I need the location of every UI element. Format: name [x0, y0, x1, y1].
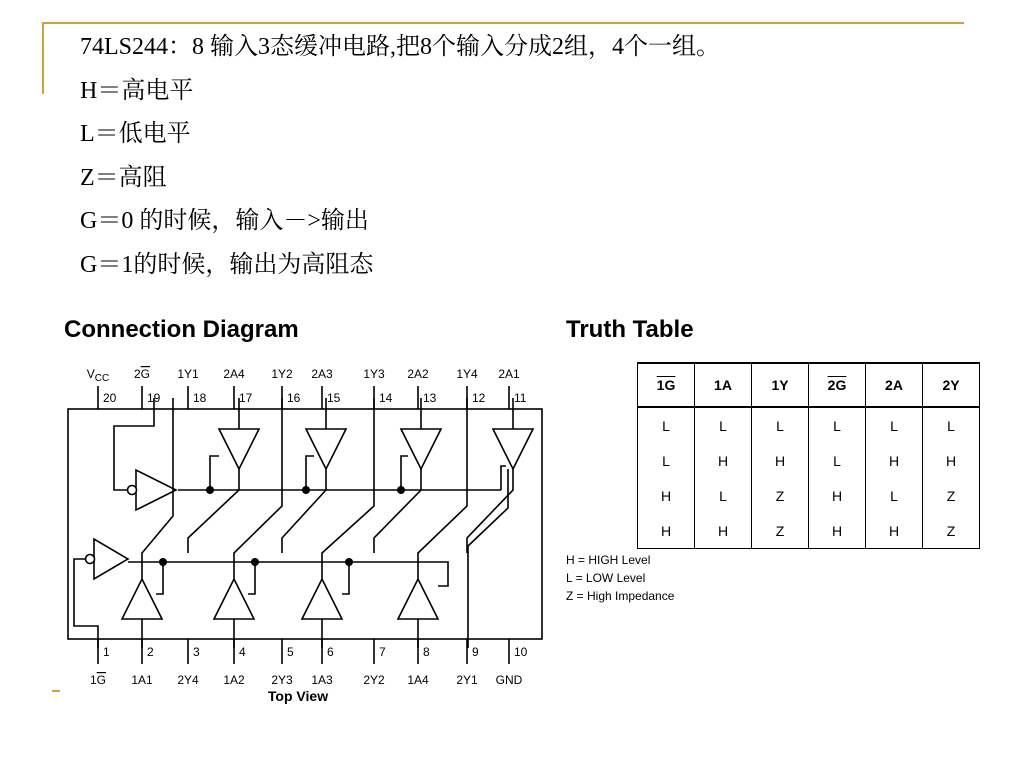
slide-frame-top-line [42, 22, 964, 24]
truth-header-label: 2G [827, 377, 847, 393]
junction-dot [345, 558, 353, 566]
truth-cell: L [752, 407, 809, 443]
pin-label: 1A1 [131, 673, 153, 687]
truth-cell: H [695, 513, 752, 549]
pin-label: 2Y4 [177, 673, 199, 687]
truth-header: 1A [695, 363, 752, 407]
pin-number: 8 [423, 645, 430, 659]
junction-dot [302, 486, 310, 494]
table-row [638, 407, 980, 443]
truth-header [638, 363, 695, 407]
junction-dot [251, 558, 259, 566]
junction-dot [206, 486, 214, 494]
enable-buffer-1g [94, 539, 128, 579]
top-view-label: Top View [267, 688, 329, 704]
buffer-bottom-3 [302, 579, 342, 619]
truth-cell: H [638, 478, 695, 513]
pin-label: 1Y1 [177, 367, 199, 381]
truth-cell: H [695, 443, 752, 478]
buffer-top-3 [401, 429, 441, 469]
truth-header: 2A [866, 363, 923, 407]
truth-cell: Z [923, 478, 980, 513]
truth-cell: Z [923, 513, 980, 549]
note-line: G＝0 的时候，输入－>输出 [80, 208, 369, 235]
pin-label: 2Y2 [363, 673, 385, 687]
truth-header [809, 363, 866, 407]
junction-dot [397, 486, 405, 494]
truth-cell: H [752, 443, 809, 478]
pin-label: 1A4 [407, 673, 429, 687]
note-line: 74LS244：8 输入3态缓冲电路,把8个输入分成2组，4个一组。 [80, 34, 721, 60]
pin-number: 7 [379, 645, 386, 659]
enable-bubble-1g [86, 555, 95, 564]
truth-cell: Z [752, 478, 809, 513]
table-row [638, 513, 980, 549]
pin-number: 4 [239, 645, 246, 659]
connection-diagram-title: Connection Diagram [64, 316, 299, 343]
truth-cell: L [866, 478, 923, 513]
notes-block [80, 26, 720, 288]
pin-number: 11 [514, 391, 527, 405]
pin-label: 2Y1 [456, 673, 478, 687]
buffer-top-4 [493, 429, 533, 469]
legend-item: L = LOW Level [566, 571, 646, 585]
truth-table-title: Truth Table [566, 316, 694, 343]
pin-label: 1A2 [223, 673, 245, 687]
pin-number: 16 [287, 391, 301, 405]
pin-number: 6 [327, 645, 334, 659]
truth-cell: L [695, 407, 752, 443]
truth-header: 2Y [923, 363, 980, 407]
pin-label: 2G [133, 367, 151, 381]
pin-number: 17 [239, 391, 253, 405]
legend-item: Z = High Impedance [566, 589, 675, 603]
pin-label: 2A1 [498, 367, 520, 381]
pin-number: 19 [147, 391, 161, 405]
pin-number: 15 [327, 391, 341, 405]
truth-cell: H [638, 513, 695, 549]
buffer-bottom-2 [214, 579, 254, 619]
junction-dot [159, 558, 167, 566]
note-line: G＝1的时候，输出为高阻态 [80, 251, 374, 278]
pin-number: 12 [472, 391, 486, 405]
enable-buffer-2g [136, 470, 176, 510]
truth-header: 1Y [752, 363, 809, 407]
pin-label: $V_{CC}$ [86, 367, 110, 384]
truth-cell: H [809, 478, 866, 513]
pin-label: 1Y4 [456, 367, 478, 381]
buffer-bottom-4 [398, 579, 438, 619]
chip-body [68, 409, 542, 639]
pin-label: 2Y3 [271, 673, 293, 687]
pin-number: 1 [103, 645, 110, 659]
truth-legend [566, 551, 674, 605]
truth-cell: H [866, 513, 923, 549]
slide-frame-left-line [42, 22, 44, 94]
note-line: Z＝高阻 [80, 164, 167, 191]
buffer-top-2 [306, 429, 346, 469]
pin-number: 10 [514, 645, 528, 659]
pin-number: 20 [103, 391, 117, 405]
pin-label: 2A3 [311, 367, 333, 381]
truth-cell: L [638, 443, 695, 478]
pin-number: 14 [379, 391, 393, 405]
truth-cell: L [923, 407, 980, 443]
pin-number: 2 [147, 645, 154, 659]
pin-label: GND [495, 673, 523, 687]
pin-label: 1Y3 [363, 367, 385, 381]
pin-label: 1A3 [311, 673, 333, 687]
truth-cell: H [866, 443, 923, 478]
table-row [638, 478, 980, 513]
truth-header-label: 1G [656, 377, 676, 393]
pin-number: 13 [423, 391, 437, 405]
pin-label: 1Y2 [271, 367, 293, 381]
legend-item: H = HIGH Level [566, 553, 651, 567]
enable-bubble-2g [128, 486, 137, 495]
pin-number: 3 [193, 645, 200, 659]
pin-number: 9 [472, 645, 479, 659]
truth-cell: L [695, 478, 752, 513]
pin-label: 2A2 [407, 367, 429, 381]
truth-table [637, 362, 980, 549]
pin-label: 1G [89, 673, 107, 687]
truth-cell: L [638, 407, 695, 443]
note-line: H＝高电平 [80, 77, 194, 104]
pin-label: 2A4 [223, 367, 245, 381]
pin-number: 5 [287, 645, 294, 659]
buffer-top-1 [219, 429, 259, 469]
note-line: L＝低电平 [80, 121, 191, 148]
truth-cell: L [809, 407, 866, 443]
truth-cell: L [809, 443, 866, 478]
buffer-bottom-1 [122, 579, 162, 619]
truth-cell: L [866, 407, 923, 443]
pin-number: 18 [193, 391, 207, 405]
connection-diagram [56, 356, 556, 708]
table-row [638, 443, 980, 478]
truth-cell: Z [752, 513, 809, 549]
truth-cell: H [809, 513, 866, 549]
truth-cell: H [923, 443, 980, 478]
